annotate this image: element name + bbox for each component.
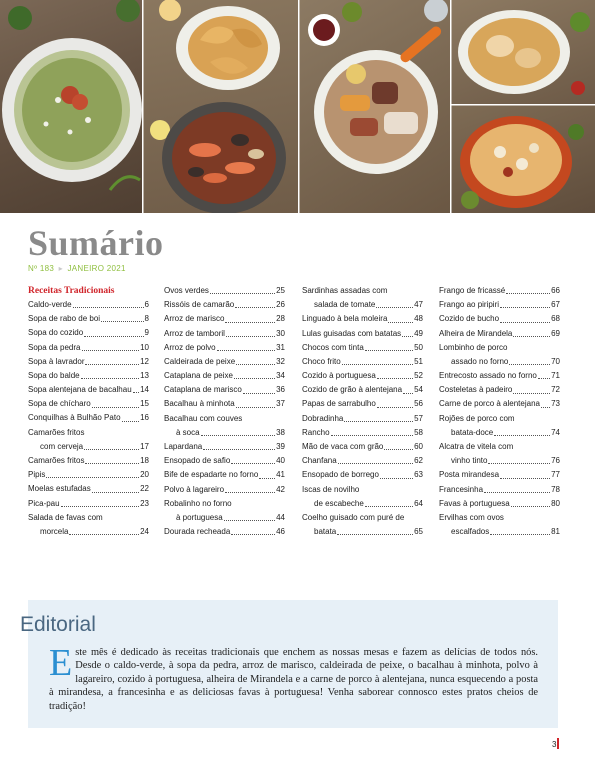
contents-entry[interactable] <box>302 369 423 383</box>
leader-dots <box>484 492 550 493</box>
page-ref: 32 <box>276 356 285 366</box>
contents-entry[interactable] <box>164 398 285 412</box>
leader-dots <box>234 378 275 379</box>
page-ref: 78 <box>551 484 560 494</box>
recipe-title: salada de tomate <box>314 300 376 310</box>
page-ref: 39 <box>276 442 285 452</box>
contents-entry-first-line[interactable]: Iscas de novilho <box>302 484 360 494</box>
recipe-title: Arroz de tamboril <box>164 328 225 338</box>
contents-entry-first-line[interactable]: Ervilhas com ovos <box>439 513 504 522</box>
page-ref: 51 <box>414 356 423 366</box>
column-entries <box>28 298 149 539</box>
page-ref: 14 <box>140 385 149 395</box>
page-ref: 22 <box>140 484 149 494</box>
leader-dots <box>377 378 413 379</box>
page-ref: 6 <box>144 299 149 309</box>
contents-entry[interactable] <box>439 327 560 341</box>
page-ref: 56 <box>414 399 423 409</box>
page-ref: 44 <box>276 512 285 522</box>
leader-dots <box>403 393 413 394</box>
page-ref: 68 <box>551 314 560 324</box>
recipe-title: à portuguesa <box>176 512 223 522</box>
contents-entry[interactable] <box>28 312 149 326</box>
contents-entry[interactable] <box>302 525 423 539</box>
page-ref: 24 <box>140 526 149 536</box>
recipe-title: batata <box>314 527 337 537</box>
recipe-title: Carne de porco à alentejana <box>439 399 540 409</box>
recipe-title: Caldeirada de peixe <box>164 356 236 366</box>
page-ref: 81 <box>551 527 560 537</box>
contents-entry-first-line[interactable]: Coelho guisado com puré de <box>302 513 405 522</box>
recipe-title: Conquilhas à Bulhão Pato <box>28 413 121 423</box>
contents-entry[interactable] <box>439 312 560 326</box>
page-ref: 69 <box>551 328 560 338</box>
recipe-title: Caldo-verde <box>28 299 72 309</box>
recipe-title: Cozido à portuguesa <box>302 371 376 381</box>
recipe-title: Sopa do cozido <box>28 328 84 338</box>
leader-dots <box>231 463 275 464</box>
page-ref: 80 <box>551 498 560 508</box>
page-ref: 17 <box>140 441 149 451</box>
page-ref: 70 <box>551 356 560 366</box>
recipe-title: Ensopado de borrego <box>302 470 379 480</box>
page-ref: 12 <box>140 356 149 366</box>
recipe-title: Camarões fritos <box>28 456 85 466</box>
arrow-right-icon: ▸ <box>58 264 63 273</box>
recipe-title: com cerveja <box>40 441 84 451</box>
recipe-title: Francesinha <box>439 484 484 494</box>
leader-dots <box>388 322 413 323</box>
contents-entry[interactable] <box>28 468 149 482</box>
leader-dots <box>224 520 275 521</box>
leader-dots <box>337 534 413 535</box>
leader-dots <box>331 435 414 436</box>
page-ref: 64 <box>414 498 423 508</box>
contents-entry[interactable] <box>302 398 423 412</box>
page-ref: 58 <box>414 427 423 437</box>
page-ref: 31 <box>276 342 285 352</box>
recipe-title: Posta mirandesa <box>439 470 500 480</box>
leader-dots <box>203 449 275 450</box>
leader-dots <box>342 364 413 365</box>
contents-entry[interactable] <box>164 483 285 497</box>
contents-entry[interactable] <box>302 440 423 454</box>
leader-dots <box>92 407 139 408</box>
leader-dots <box>402 336 413 337</box>
contents-entry[interactable] <box>28 326 149 340</box>
column-entries <box>164 284 285 539</box>
recipe-title: Costeletas à padeiro <box>439 385 513 395</box>
recipe-title: Rancho <box>302 427 330 437</box>
contents-entry[interactable] <box>28 454 149 468</box>
page-ref: 48 <box>414 314 423 324</box>
leader-dots <box>513 336 550 337</box>
contents-entry-first-line[interactable]: Lombinho de porco <box>439 342 508 352</box>
leader-dots <box>46 477 139 478</box>
leader-dots <box>122 421 140 422</box>
recipe-title: de escabeche <box>314 498 364 508</box>
leader-dots <box>380 478 413 479</box>
contents-entry[interactable] <box>164 369 285 383</box>
leader-dots <box>84 336 143 337</box>
editorial-dropcap: E <box>49 642 73 684</box>
editorial-title: Editorial <box>20 613 96 636</box>
leader-dots <box>490 534 550 535</box>
recipe-title: Choco frito <box>302 356 341 366</box>
recipe-title: Bife de espadarte no forno <box>164 470 259 480</box>
leader-dots <box>384 449 413 450</box>
page-ref: 20 <box>140 470 149 480</box>
contents-entry[interactable] <box>439 468 560 482</box>
contents-entry[interactable] <box>164 440 285 454</box>
contents-entry[interactable] <box>439 284 560 298</box>
recipe-title: Arroz de marisco <box>164 314 225 324</box>
contents-entry[interactable] <box>164 355 285 369</box>
contents-entry[interactable] <box>302 327 423 341</box>
page-ref: 8 <box>144 314 149 324</box>
contents-entry[interactable] <box>164 298 285 312</box>
leader-dots <box>494 435 550 436</box>
page-ref: 52 <box>414 371 423 381</box>
contents-entry[interactable] <box>302 312 423 326</box>
page-ref: 10 <box>140 342 149 352</box>
page-ref: 54 <box>414 385 423 395</box>
leader-dots <box>81 378 139 379</box>
recipe-title: assado no forno <box>451 356 509 366</box>
recipe-title: Sopa de rabo de boi <box>28 314 101 324</box>
leader-dots <box>85 364 139 365</box>
page-ref: 15 <box>140 399 149 409</box>
page-number: 3 <box>552 740 557 749</box>
contents-column-4 <box>439 284 560 539</box>
contents-entry[interactable] <box>439 454 560 468</box>
recipe-title: Ovos verdes <box>164 285 209 295</box>
recipe-title: Pica-pau <box>28 498 60 508</box>
page-ref: 30 <box>276 328 285 338</box>
page-ref: 38 <box>276 427 285 437</box>
contents-entry[interactable] <box>302 497 423 511</box>
page-ref: 72 <box>551 385 560 395</box>
contents-entry-first-line[interactable]: Robalinho no forno <box>164 498 232 508</box>
leader-dots <box>344 421 413 422</box>
contents-entry[interactable] <box>164 383 285 397</box>
leader-dots <box>511 506 550 507</box>
editorial-body: ste mês é dedicado às receitas tradicionais que enchem as nossas mesas e fazem as delícias de todos nós. Desde o caldo-verde, à sopa da pedra, arroz de marisco, caldeirada de peixe, o bacalhau à minhota, polvo à lagareiro, cozido à portuguesa, alheira de Mirandela e a carne de porco à alentejana, nunca esquecendo a posta à mirandesa, a francesinha e as deliciosas favas à portuguesa! Venha saborear connosco estes pratos cheios de tradição! <box>49 647 538 712</box>
page-ref: 60 <box>414 442 423 452</box>
recipe-title: Cataplana de marisco <box>164 385 242 395</box>
recipe-title: Lapardana <box>164 442 203 452</box>
recipe-title: Arroz de polvo <box>164 342 216 352</box>
contents-column-1 <box>28 284 149 539</box>
contents-entry[interactable] <box>164 327 285 341</box>
leader-dots <box>236 364 275 365</box>
page-ref: 34 <box>276 371 285 381</box>
recipe-title: Dourada recheada <box>164 527 231 537</box>
contents-entry[interactable] <box>28 497 149 511</box>
recipe-title: Ensopado de safio <box>164 456 231 466</box>
recipe-title: Mão de vaca com grão <box>302 442 384 452</box>
page-ref: 13 <box>140 370 149 380</box>
contents-entry[interactable] <box>302 468 423 482</box>
leader-dots <box>92 492 139 493</box>
contents-entry[interactable] <box>439 483 560 497</box>
contents-entry[interactable] <box>28 482 149 496</box>
page-ref: 18 <box>140 456 149 466</box>
leader-dots <box>210 293 275 294</box>
recipe-title: Cozido de grão à alentejana <box>302 385 403 395</box>
food-illustration <box>0 0 595 213</box>
leader-dots <box>201 435 276 436</box>
page-title: Sumário <box>28 223 164 263</box>
leader-dots <box>69 534 139 535</box>
leader-dots <box>500 307 550 308</box>
leader-dots <box>500 478 550 479</box>
leader-dots <box>235 307 275 308</box>
recipe-title: Bacalhau à minhota <box>164 399 235 409</box>
leader-dots <box>541 407 550 408</box>
leader-dots <box>226 336 275 337</box>
editorial-text <box>49 642 538 713</box>
page-ref: 57 <box>414 413 423 423</box>
leader-dots <box>236 407 275 408</box>
contents-column-2 <box>164 284 285 539</box>
contents-entry[interactable] <box>164 511 285 525</box>
recipe-title: Cataplana de peixe <box>164 371 233 381</box>
recipe-title: Sopa alentejana de bacalhau <box>28 385 132 395</box>
contents-entry[interactable] <box>28 341 149 355</box>
leader-dots <box>500 322 550 323</box>
recipe-title: Alheira de Mirandela <box>439 328 513 338</box>
page-ref: 42 <box>276 484 285 494</box>
recipe-title: Cozido de bucho <box>439 314 500 324</box>
recipe-title: Linguado à bela moleira <box>302 314 388 324</box>
contents-entry[interactable] <box>164 312 285 326</box>
leader-dots <box>488 463 550 464</box>
page-ref: 26 <box>276 300 285 310</box>
recipe-title: Rissóis de camarão <box>164 300 235 310</box>
page-ref: 63 <box>414 470 423 480</box>
contents-entry[interactable] <box>439 369 560 383</box>
leader-dots <box>513 393 550 394</box>
contents-entry[interactable] <box>439 497 560 511</box>
page-ref: 28 <box>276 314 285 324</box>
contents-entry[interactable] <box>439 525 560 539</box>
page-ref: 25 <box>276 285 285 295</box>
leader-dots <box>365 350 413 351</box>
leader-dots <box>506 293 550 294</box>
recipe-title: Sopa da pedra <box>28 342 81 352</box>
leader-dots <box>377 407 413 408</box>
contents-entry[interactable] <box>28 298 149 312</box>
page-ref: 36 <box>276 385 285 395</box>
leader-dots <box>376 307 413 308</box>
leader-dots <box>85 463 139 464</box>
leader-dots <box>225 322 275 323</box>
page-ref: 65 <box>414 527 423 537</box>
page-ref: 74 <box>551 427 560 437</box>
recipe-title: morcela <box>40 526 69 536</box>
recipe-title: à soca <box>176 427 200 437</box>
page-ref: 67 <box>551 300 560 310</box>
contents-entry[interactable] <box>302 341 423 355</box>
recipe-title: Chocos com tinta <box>302 342 364 352</box>
column-entries <box>439 284 560 539</box>
leader-dots <box>225 492 275 493</box>
page-ref: 16 <box>140 413 149 423</box>
recipe-title: escalfados <box>451 527 490 537</box>
leader-dots <box>82 350 140 351</box>
recipe-title: Frango de fricassé <box>439 285 506 295</box>
leader-dots <box>538 378 550 379</box>
page-ref: 40 <box>276 456 285 466</box>
contents-entry[interactable] <box>28 383 149 397</box>
page-ref: 73 <box>551 399 560 409</box>
contents-entry[interactable] <box>302 383 423 397</box>
contents-entry[interactable] <box>28 525 149 539</box>
leader-dots <box>217 350 276 351</box>
page-ref: 66 <box>551 285 560 295</box>
contents-column-3 <box>302 284 423 539</box>
contents-entry[interactable] <box>302 298 423 312</box>
recipe-title: Sopa do balde <box>28 370 80 380</box>
page-ref: 23 <box>140 498 149 508</box>
recipe-title: Chanfana <box>302 456 337 466</box>
recipe-title: Moelas estufadas <box>28 484 91 494</box>
recipe-title: Papas de sarrabulho <box>302 399 376 409</box>
contents-entry-first-line[interactable]: Rojões de porco com <box>439 413 515 423</box>
page-ref: 9 <box>144 328 149 338</box>
leader-dots <box>259 478 275 479</box>
contents-entry[interactable] <box>28 397 149 411</box>
page-ref: 50 <box>414 342 423 352</box>
page-ref: 62 <box>414 456 423 466</box>
contents-entry[interactable] <box>164 284 285 298</box>
leader-dots <box>365 506 413 507</box>
recipe-title: batata-doce <box>451 427 494 437</box>
recipe-title: vinho tinto <box>451 456 488 466</box>
issue-number: Nº 183 <box>28 264 55 273</box>
contents-entry[interactable] <box>439 398 560 412</box>
contents-entry[interactable] <box>302 454 423 468</box>
contents-entry[interactable] <box>439 298 560 312</box>
page-ref: 77 <box>551 470 560 480</box>
page-ref: 37 <box>276 399 285 409</box>
leader-dots <box>84 449 139 450</box>
contents-entry-first-line[interactable]: Alcatra de vitela com <box>439 442 514 452</box>
column-entries <box>302 284 423 539</box>
contents-entry[interactable] <box>302 355 423 369</box>
page-ref: 46 <box>276 527 285 537</box>
leader-dots <box>61 506 140 507</box>
contents-entry[interactable] <box>302 412 423 426</box>
photo-banner <box>0 0 595 213</box>
leader-dots <box>338 463 413 464</box>
recipe-title: Entrecosto assado no forno <box>439 371 537 381</box>
leader-dots <box>231 534 275 535</box>
table-of-contents <box>28 284 568 594</box>
recipe-title: Pipis <box>28 470 46 480</box>
page-ref: 47 <box>414 300 423 310</box>
contents-entry[interactable] <box>164 426 285 440</box>
leader-dots <box>243 393 275 394</box>
contents-entry[interactable] <box>28 355 149 369</box>
contents-entry[interactable] <box>439 355 560 369</box>
section-heading: Receitas Tradicionais <box>28 286 115 296</box>
contents-entry[interactable] <box>28 440 149 454</box>
leader-dots <box>101 321 143 322</box>
leader-dots <box>133 392 139 393</box>
recipe-title: Favas à portuguesa <box>439 498 510 508</box>
recipe-title: Polvo à lagareiro <box>164 484 225 494</box>
contents-entry-first-line[interactable]: Camarões fritos <box>28 427 85 437</box>
recipe-title: Sopa de chícharo <box>28 399 91 409</box>
contents-entry-first-line[interactable]: Bacalhau com couves <box>164 413 243 423</box>
contents-entry[interactable] <box>28 369 149 383</box>
contents-entry[interactable] <box>164 454 285 468</box>
contents-entry-first-line[interactable]: Salada de favas com <box>28 512 103 522</box>
page-ref: 49 <box>414 328 423 338</box>
recipe-title: Sopa à lavrador <box>28 356 85 366</box>
page-ref: 41 <box>276 470 285 480</box>
issue-date: JANEIRO 2021 <box>67 264 126 273</box>
contents-entry[interactable] <box>439 426 560 440</box>
recipe-title: Lulas guisadas com batatas <box>302 328 402 338</box>
recipe-title: Dobradinha <box>302 413 344 423</box>
leader-dots <box>73 307 144 308</box>
contents-entry[interactable] <box>302 426 423 440</box>
issue-line <box>28 264 126 273</box>
page-ref: 71 <box>551 371 560 381</box>
page-ref: 76 <box>551 456 560 466</box>
leader-dots <box>509 364 550 365</box>
recipe-title: Frango ao piripiri <box>439 300 500 310</box>
page-number-bar <box>557 738 559 749</box>
contents-entry[interactable] <box>164 468 285 482</box>
contents-entry[interactable] <box>28 412 149 426</box>
contents-entry[interactable] <box>164 341 285 355</box>
contents-entry[interactable] <box>164 525 285 539</box>
contents-entry[interactable] <box>439 383 560 397</box>
contents-entry-first-line[interactable]: Sardinhas assadas com <box>302 286 388 295</box>
